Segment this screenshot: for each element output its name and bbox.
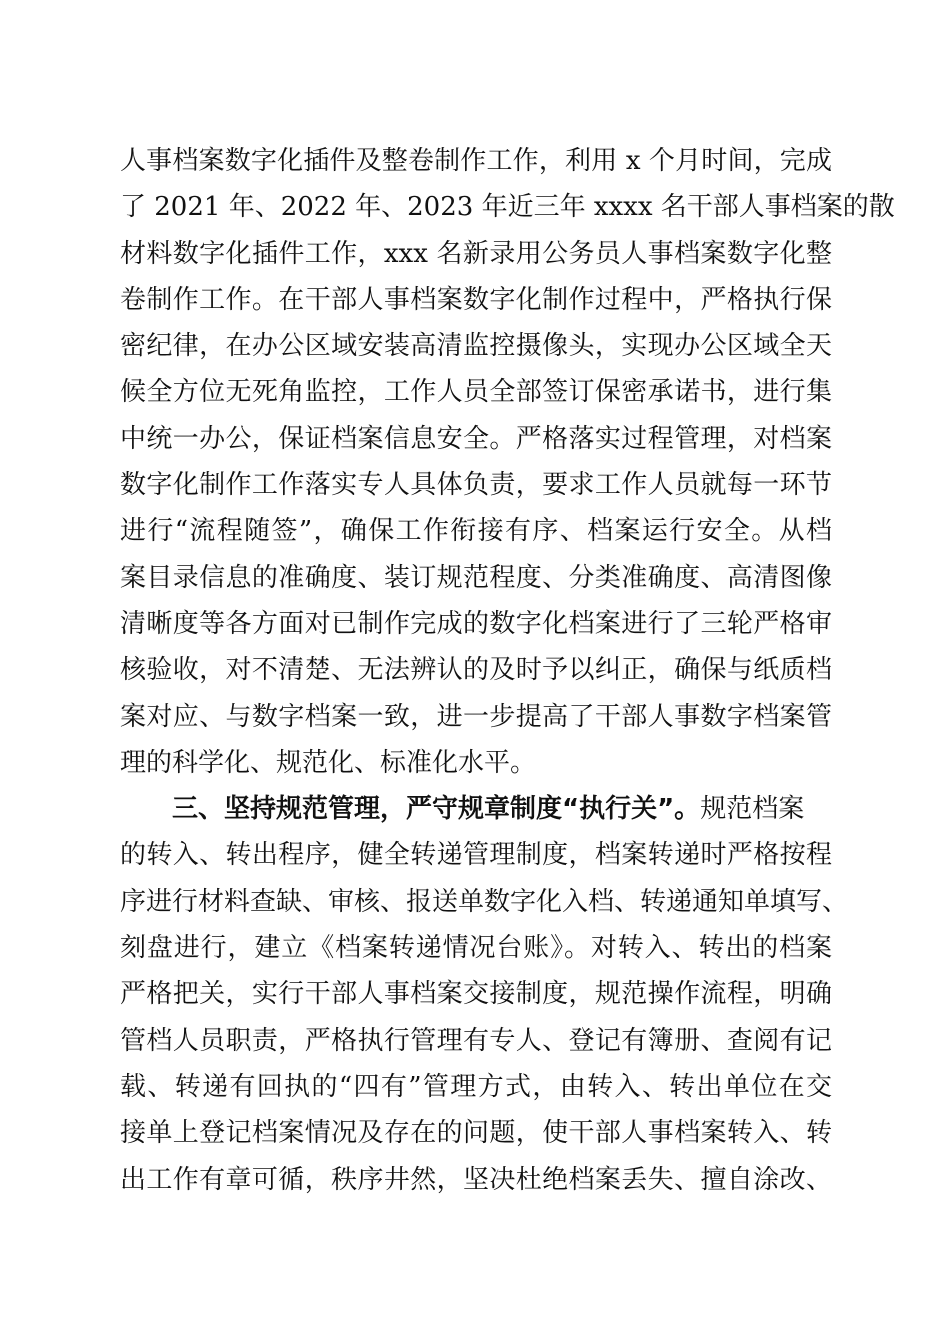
text-line: 的转入、转出程序，健全转递管理制度，档案转递时严格按程 [120,840,832,871]
text-line: 人事档案数字化插件及整卷制作工作，利用 x 个月时间，完成 [120,146,832,176]
text-line: 中统一办公，保证档案信息安全。严格落实过程管理，对档案 [120,423,832,454]
text-line: 接单上登记档案情况及存在的问题，使干部人事档案转入、转 [120,1118,832,1149]
text-line: 案对应、与数字档案一致，进一步提高了干部人事数字档案管 [120,701,832,732]
document-body [120,138,895,1203]
text-line: 了 2021 年、2022 年、2023 年近三年 xxxx 名干部人事档案的散 [120,192,895,223]
text-line: 进行“流程随签”，确保工作衔接有序、档案运行安全。从档 [120,516,832,547]
text-line: 案目录信息的准确度、装订规范程度、分类准确度、高清图像 [120,562,832,593]
text-line: 理的科学化、规范化、标准化水平。 [120,747,537,778]
text-line: 序进行材料查缺、审核、报送单数字化入档、转递通知单填写、 [120,886,849,917]
text-line: 严格把关，实行干部人事档案交接制度，规范操作流程，明确 [120,979,832,1010]
text-line: 候全方位无死角监控，工作人员全部签订保密承诺书，进行集 [120,377,832,408]
paragraph-archive-digitization [120,138,895,786]
paragraph-standardized-management [120,786,849,1203]
text-line: 核验收，对不清楚、无法辨认的及时予以纠正，确保与纸质档 [120,655,832,686]
text-line: 密纪律，在办公区域安装高清监控摄像头，实现办公区域全天 [120,331,832,362]
text-line: 清晰度等各方面对已制作完成的数字化档案进行了三轮严格审 [120,608,832,639]
section-heading: 三、坚持规范管理，严守规章制度“执行关”。 [172,794,701,825]
section-heading-line [120,786,832,832]
heading-line-continuation: 规范档案 [700,794,805,825]
text-line: 卷制作工作。在干部人事档案数字化制作过程中，严格执行保 [120,284,832,315]
text-line: 出工作有章可循，秩序井然，坚决杜绝档案丢失、擅自涂改、 [120,1164,832,1195]
text-line: 刻盘进行，建立《档案转递情况台账》。对转入、转出的档案 [120,933,832,964]
text-line: 数字化制作工作落实专人具体负责，要求工作人员就每一环节 [120,470,832,501]
text-line: 载、转递有回执的“四有”管理方式，由转入、转出单位在交 [120,1071,832,1102]
text-line: 材料数字化插件工作，xxx 名新录用公务员人事档案数字化整 [120,238,832,269]
text-line: 管档人员职责，严格执行管理有专人、登记有簿册、查阅有记 [120,1025,832,1056]
